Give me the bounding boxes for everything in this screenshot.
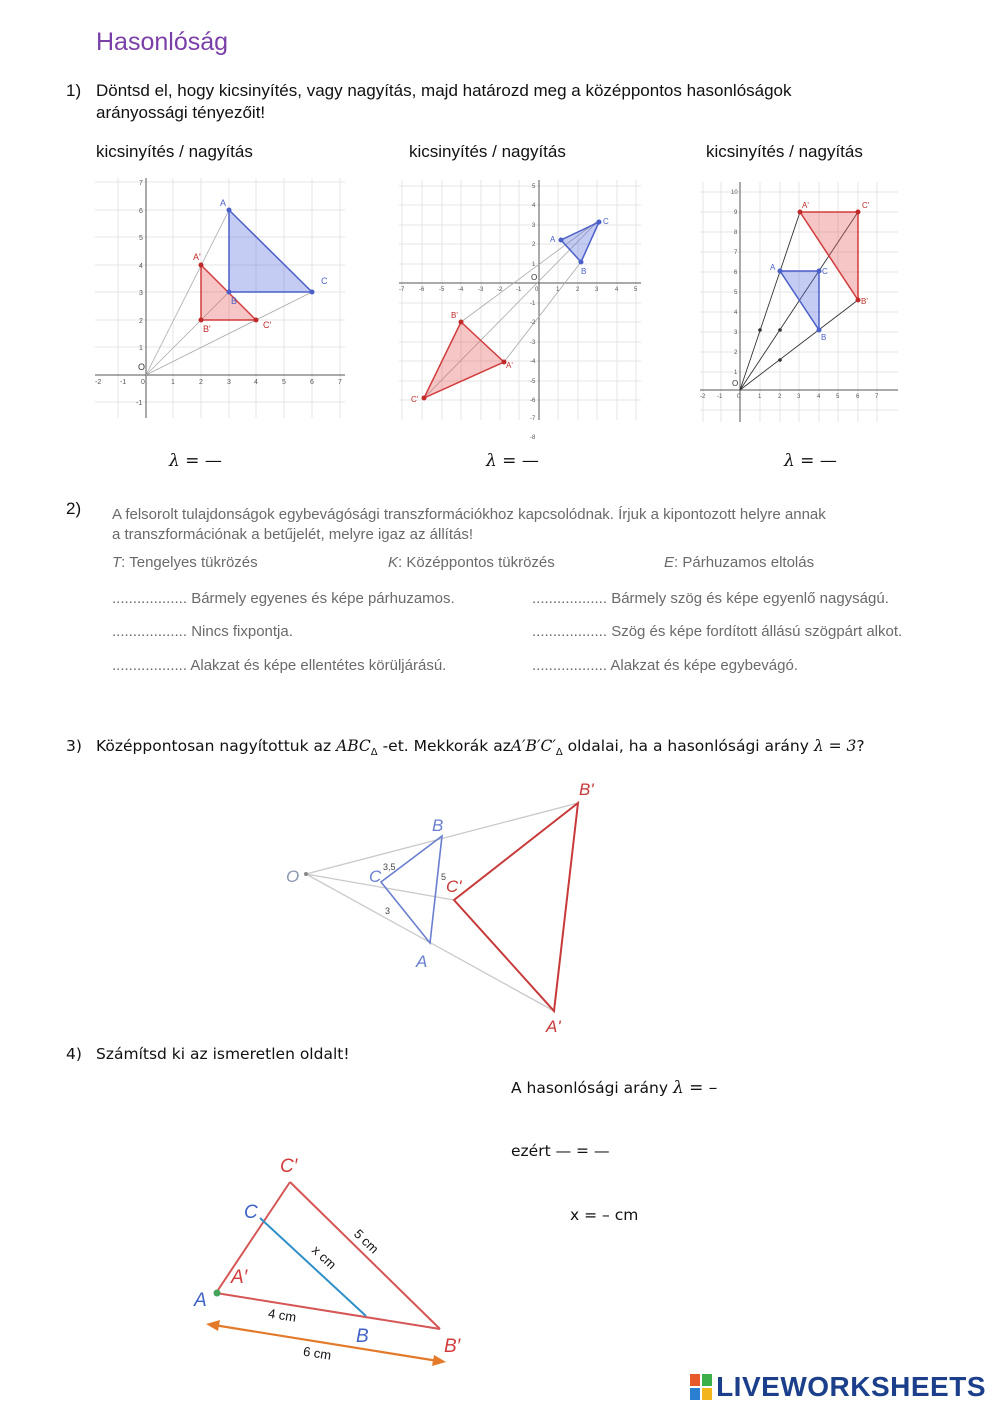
svg-text:2: 2 — [532, 242, 536, 248]
lambda-answer-2[interactable]: λ = — — [486, 451, 539, 471]
answer-blank-r2[interactable]: .................. — [532, 623, 608, 640]
svg-text:7: 7 — [875, 394, 879, 400]
svg-text:6: 6 — [734, 270, 738, 276]
svg-text:5: 5 — [634, 287, 638, 293]
svg-text:-2: -2 — [497, 287, 503, 293]
svg-text:9: 9 — [734, 210, 738, 216]
g3-label-B1: B' — [861, 297, 868, 306]
svg-text:7: 7 — [139, 180, 143, 187]
svg-text:5: 5 — [282, 379, 286, 386]
svg-text:-1: -1 — [516, 287, 522, 293]
graph-2 — [399, 180, 641, 441]
q4-label-xcm: x cm — [309, 1242, 340, 1273]
proportion-answer[interactable]: — = — — [555, 1142, 610, 1160]
q3-label-B1: B' — [579, 780, 594, 799]
statement-right-3: .................. Alakzat és képe egybevágó. — [532, 657, 798, 674]
g2-label-O: O — [531, 273, 538, 282]
ratio-answer[interactable]: λ = – — [672, 1078, 718, 1098]
q4-label-6cm: 6 cm — [302, 1343, 333, 1363]
svg-text:-6: -6 — [419, 287, 425, 293]
q3-side-3: 3 — [385, 906, 391, 916]
lambda-answer-1[interactable]: λ = — — [169, 451, 222, 471]
q3-text: Középpontosan nagyítottuk az $ABC_\Delta$ -et. Mekkorák $azA'B'C'_\Delta$ oldalai, ha a hasonlósági arány λ = 3? — [96, 737, 865, 759]
q4-label-4cm: 4 cm — [267, 1305, 298, 1325]
svg-text:6: 6 — [310, 379, 314, 386]
svg-text:5: 5 — [836, 394, 840, 400]
svg-text:-7: -7 — [530, 416, 536, 422]
q3-side-5: 5 — [441, 872, 447, 882]
q3-side-35: 3,5 — [383, 862, 396, 872]
svg-text:-2: -2 — [700, 394, 706, 400]
svg-text:1: 1 — [758, 394, 762, 400]
svg-text:5: 5 — [139, 235, 143, 242]
svg-text:5: 5 — [532, 184, 536, 190]
svg-text:4: 4 — [254, 379, 258, 386]
svg-text:3: 3 — [734, 330, 738, 336]
svg-text:1: 1 — [171, 379, 175, 386]
svg-text:-3: -3 — [530, 340, 536, 346]
mode-label-3[interactable]: kicsinyítés / nagyítás — [706, 142, 863, 161]
svg-text:2: 2 — [576, 287, 580, 293]
g2-label-A1: A' — [506, 361, 513, 370]
g3-label-A1: A' — [802, 201, 809, 210]
svg-text:3: 3 — [595, 287, 599, 293]
liveworksheets-logo — [690, 1371, 986, 1403]
g3-label-C: C — [822, 267, 828, 276]
q1-text-line2: arányossági tényezőit! — [96, 103, 266, 122]
page-title: Hasonlóság — [96, 28, 229, 56]
q3-label-B: B — [432, 816, 444, 835]
logo-icon — [690, 1374, 712, 1400]
legend-T: T: Tengelyes tükrözés — [112, 554, 258, 571]
svg-text:-1: -1 — [136, 400, 143, 407]
svg-text:3: 3 — [797, 394, 801, 400]
svg-text:2: 2 — [734, 350, 738, 356]
statement-right-2: .................. Szög és képe fordított állású szögpárt alkot. — [532, 623, 903, 640]
svg-text:-3: -3 — [478, 287, 484, 293]
q4-label-A1: A′ — [231, 1267, 248, 1288]
svg-text:1: 1 — [532, 262, 536, 268]
answer-blank-l2[interactable]: .................. — [112, 623, 188, 640]
svg-text:-2: -2 — [530, 320, 536, 326]
g1-label-B1: B' — [203, 324, 211, 334]
svg-text:6: 6 — [139, 208, 143, 215]
svg-text:10: 10 — [731, 190, 738, 196]
svg-text:-8: -8 — [530, 435, 536, 441]
logo-text: LIVEWORKSHEETS — [716, 1371, 986, 1402]
g1-label-C1: C' — [263, 320, 272, 330]
svg-text:4: 4 — [532, 203, 536, 209]
g3-label-B: B — [821, 333, 827, 342]
g1-label-B: B — [231, 296, 238, 306]
svg-text:-4: -4 — [458, 287, 464, 293]
q4-label-C1: C′ — [280, 1156, 298, 1177]
svg-text:1: 1 — [734, 370, 738, 376]
mode-label-2[interactable]: kicsinyítés / nagyítás — [409, 142, 566, 161]
g2-label-B: B — [581, 267, 587, 276]
q3-label-A1: A' — [546, 1017, 561, 1036]
q4-label-5cm: 5 cm — [351, 1226, 382, 1257]
q2-text-line1: A felsorolt tulajdonságok egybevágósági transzformációkhoz kapcsolódnak. Írjuk a kipontozott helyre annak — [112, 506, 826, 523]
svg-text:4: 4 — [139, 263, 143, 270]
svg-text:3: 3 — [139, 290, 143, 297]
svg-text:-5: -5 — [439, 287, 445, 293]
svg-text:0: 0 — [141, 379, 145, 386]
svg-text:0: 0 — [535, 287, 539, 293]
g1-label-A: A — [220, 198, 227, 208]
svg-text:-1: -1 — [717, 394, 723, 400]
svg-text:5: 5 — [734, 290, 738, 296]
q2-number: 2) — [66, 499, 82, 518]
ezert-line: ezért — = — — [511, 1142, 610, 1160]
q4-label-B: B — [356, 1326, 369, 1347]
statement-left-1: .................. Bármely egyenes és képe párhuzamos. — [112, 590, 455, 607]
answer-blank-l3[interactable]: .................. — [112, 657, 188, 674]
q4-number: 4) — [66, 1045, 82, 1063]
graph-1 — [95, 178, 345, 418]
g3-label-C1: C' — [862, 201, 870, 210]
g2-label-C: C — [603, 217, 609, 226]
svg-text:2: 2 — [199, 379, 203, 386]
svg-text:-5: -5 — [530, 379, 536, 385]
q3-label-O: O — [286, 867, 300, 886]
q1-number: 1) — [66, 81, 82, 100]
g1-label-A1: A' — [193, 252, 201, 262]
q2-text-line2: a transzformációnak a betűjelét, melyre igaz az állítás! — [112, 526, 474, 543]
legend-E: E: Párhuzamos eltolás — [664, 554, 815, 571]
svg-text:1: 1 — [556, 287, 560, 293]
svg-text:4: 4 — [615, 287, 619, 293]
svg-text:7: 7 — [734, 250, 738, 256]
q4-label-A: A — [194, 1290, 207, 1311]
q3-label-C: C — [369, 867, 382, 886]
lambda-answer-3[interactable]: λ = — — [784, 451, 837, 471]
svg-text:-1: -1 — [530, 301, 536, 307]
statement-left-3: .................. Alakzat és képe ellentétes körüljárású. — [112, 657, 447, 674]
q3-label-C1: C' — [446, 877, 462, 896]
svg-text:8: 8 — [734, 230, 738, 236]
q3-number: 3) — [66, 737, 82, 755]
svg-text:7: 7 — [338, 379, 342, 386]
svg-text:6: 6 — [856, 394, 860, 400]
svg-text:-6: -6 — [530, 398, 536, 404]
svg-text:4: 4 — [817, 394, 821, 400]
svg-text:-7: -7 — [399, 287, 405, 293]
svg-text:2: 2 — [778, 394, 782, 400]
q3-figure — [282, 778, 612, 1036]
g1-label-O: O — [138, 362, 146, 372]
g2-label-A: A — [550, 235, 556, 244]
svg-text:4: 4 — [734, 310, 738, 316]
q1-text-line1: Döntsd el, hogy kicsinyítés, vagy nagyítás, majd határozd meg a középpontos hasonlóságok — [96, 81, 792, 100]
graph-3 — [700, 182, 898, 422]
q4-text: Számítsd ki az ismeretlen oldalt! — [96, 1045, 350, 1063]
statement-right-1: .................. Bármely szög és képe egyenlő nagyságú. — [532, 590, 889, 607]
svg-text:-2: -2 — [95, 379, 102, 386]
g2-label-C1: C' — [411, 395, 419, 404]
svg-text:1: 1 — [139, 345, 143, 352]
svg-text:0: 0 — [737, 394, 741, 400]
q4-label-B1: B′ — [444, 1336, 461, 1357]
answer-blank-r1[interactable]: .................. — [532, 590, 608, 607]
q4-label-C: C — [244, 1202, 258, 1223]
answer-blank-l1[interactable]: .................. — [112, 590, 188, 607]
q4-figure — [186, 1148, 476, 1368]
legend-K: K: Középpontos tükrözés — [388, 554, 555, 571]
g3-label-A: A — [770, 263, 776, 272]
svg-text:3: 3 — [227, 379, 231, 386]
svg-text:3: 3 — [532, 223, 536, 229]
g1-label-C: C — [321, 276, 328, 286]
answer-blank-r3[interactable]: .................. — [532, 657, 608, 674]
svg-text:-4: -4 — [530, 359, 536, 365]
g3-label-O: O — [732, 379, 739, 388]
q3-label-A: A — [416, 952, 428, 971]
mode-label-1[interactable]: kicsinyítés / nagyítás — [96, 142, 253, 161]
statement-left-2: .................. Nincs fixpontja. — [112, 623, 293, 640]
x-answer[interactable]: x = – cm — [570, 1206, 639, 1224]
g2-label-B1: B' — [451, 311, 458, 320]
svg-text:2: 2 — [139, 318, 143, 325]
ratio-line: A hasonlósági arány λ = – — [511, 1078, 718, 1098]
svg-text:-1: -1 — [120, 379, 127, 386]
